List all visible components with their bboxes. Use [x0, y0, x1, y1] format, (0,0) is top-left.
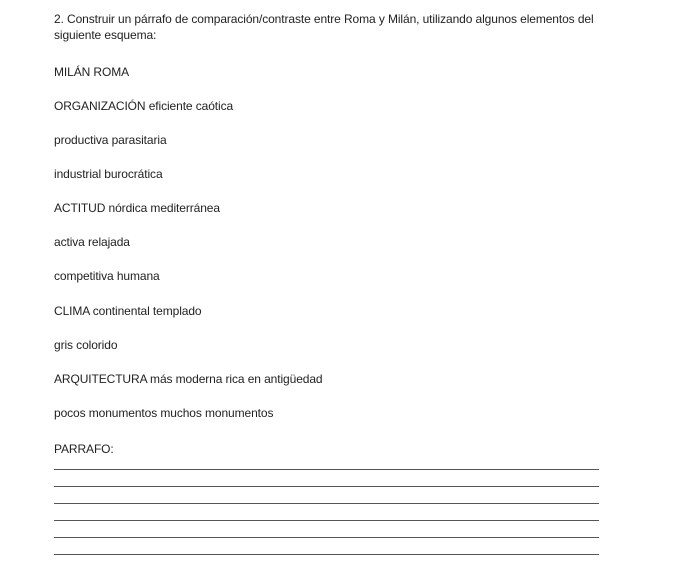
- scheme-row-organizacion: ORGANIZACIÓN eficiente caótica: [54, 99, 234, 113]
- scheme-row-clima: CLIMA continental templado: [54, 304, 202, 318]
- scheme-row-activa: activa relajada: [54, 235, 130, 249]
- answer-line[interactable]: [54, 554, 599, 555]
- answer-line[interactable]: [54, 537, 599, 538]
- answer-line[interactable]: [54, 469, 599, 470]
- answer-line[interactable]: [54, 503, 599, 504]
- scheme-row-arquitectura: ARQUITECTURA más moderna rica en antigüedad: [54, 372, 323, 386]
- answer-line[interactable]: [54, 520, 599, 521]
- paragraph-label: PARRAFO:: [54, 442, 114, 456]
- scheme-header-row: MILÁN ROMA: [54, 65, 130, 79]
- scheme-row-productiva: productiva parasitaria: [54, 133, 167, 147]
- exercise-instruction: 2. Construir un párrafo de comparación/contraste entre Roma y Milán, utilizando algunos elementos del siguiente esquema:: [54, 12, 594, 42]
- scheme-row-competitiva: competitiva humana: [54, 269, 160, 283]
- answer-line[interactable]: [54, 486, 599, 487]
- scheme-row-monumentos: pocos monumentos muchos monumentos: [54, 406, 274, 420]
- scheme-row-gris: gris colorido: [54, 338, 118, 352]
- scheme-row-actitud: ACTITUD nórdica mediterránea: [54, 201, 220, 215]
- scheme-row-industrial: industrial burocrática: [54, 167, 163, 181]
